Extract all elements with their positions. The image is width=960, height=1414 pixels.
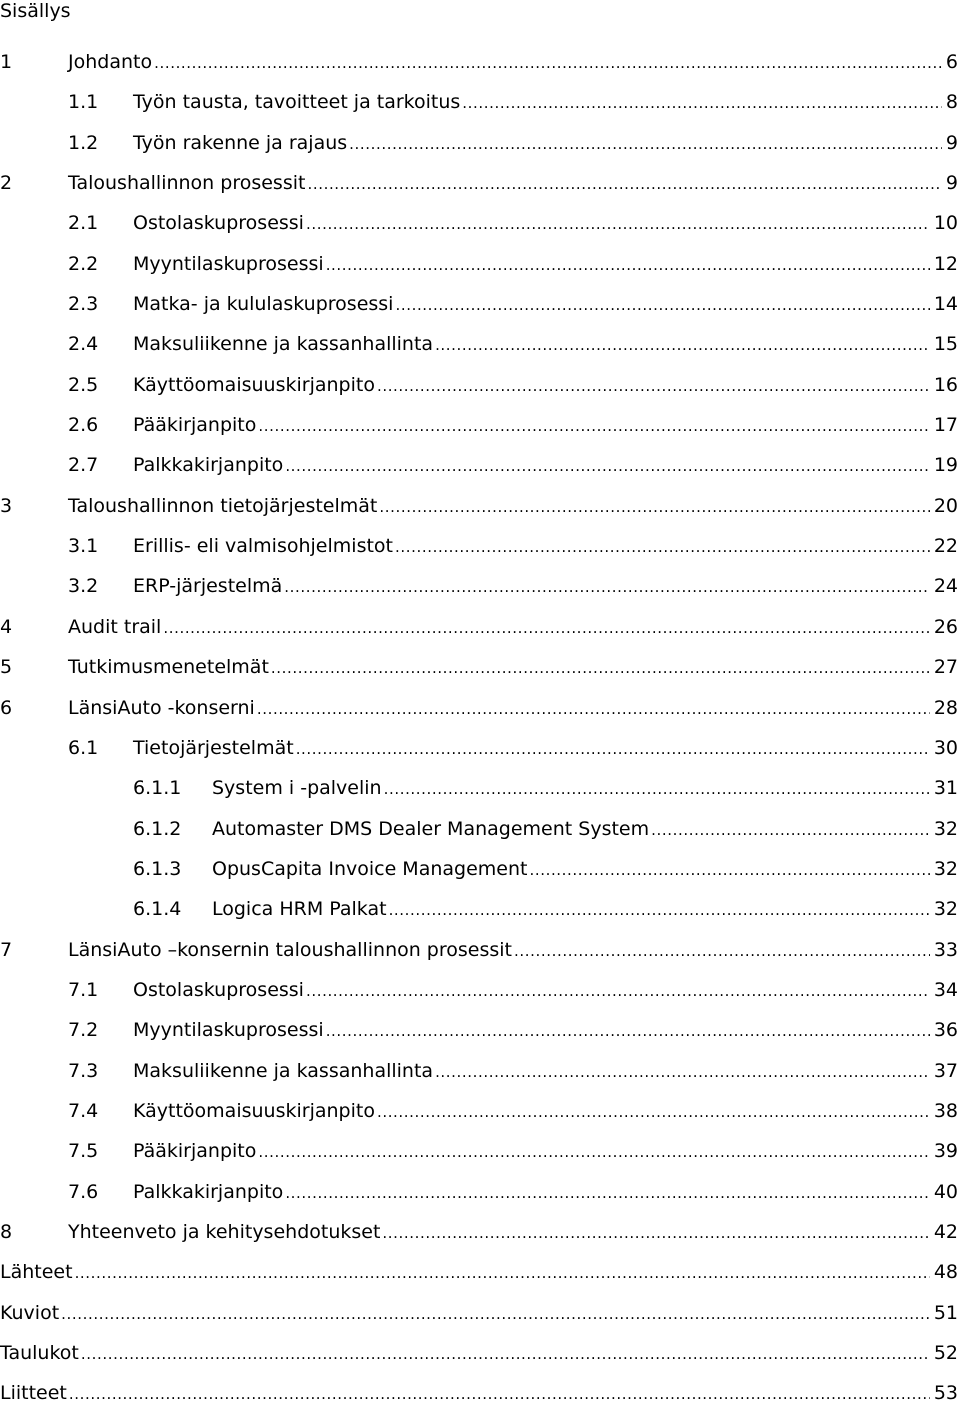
toc-entry[interactable] — [0, 82, 958, 122]
toc-entry[interactable] — [0, 566, 958, 606]
toc-entry[interactable] — [0, 405, 958, 445]
toc-entry-number: 1.1 — [68, 91, 99, 114]
toc-entry[interactable] — [0, 1252, 958, 1292]
toc-entry-title: Pääkirjanpito — [133, 414, 257, 437]
toc-entry-title: Myyntilaskuprosessi — [133, 252, 324, 275]
toc-entry-page-number: 9 — [945, 131, 958, 154]
dot-leader — [514, 931, 930, 970]
toc-entry[interactable] — [0, 244, 958, 284]
toc-entry-title: Pääkirjanpito — [133, 1140, 257, 1163]
toc-entry-title: Palkkakirjanpito — [133, 454, 284, 477]
toc-entry-number: 3.1 — [68, 535, 99, 558]
toc-entry[interactable] — [0, 688, 958, 728]
toc-entry-title: Kuviot — [0, 1301, 60, 1324]
toc-entry-page-number: 32 — [933, 817, 958, 840]
toc-entry-page-number: 17 — [933, 414, 958, 437]
toc-entry-number: 7.1 — [68, 978, 99, 1001]
toc-entry-number: 2.4 — [68, 333, 99, 356]
toc-entry[interactable] — [0, 930, 958, 970]
toc-entry-page-number: 40 — [933, 1180, 958, 1203]
dot-leader — [326, 1011, 930, 1050]
toc-entry[interactable] — [0, 809, 958, 849]
dot-leader — [382, 1213, 929, 1252]
toc-entry-number: 1.2 — [68, 131, 99, 154]
dot-leader — [395, 285, 929, 324]
dot-leader — [377, 366, 930, 405]
toc-entry-title: Käyttöomaisuuskirjanpito — [133, 373, 375, 396]
dot-leader — [389, 890, 930, 929]
toc-entry[interactable] — [0, 647, 958, 687]
toc-entry-title: Taloushallinnon tietojärjestelmät — [68, 494, 378, 517]
toc-entry-title: Liitteet — [0, 1382, 67, 1405]
dot-leader — [69, 1374, 930, 1413]
toc-entry-title: OpusCapita Invoice Management — [212, 857, 528, 880]
toc-entry-title: Taulukot — [0, 1342, 79, 1364]
toc-entry[interactable] — [0, 1131, 958, 1171]
dot-leader — [284, 567, 930, 606]
toc-entry-number: 7 — [0, 938, 13, 961]
toc-entry[interactable] — [0, 1293, 958, 1333]
dot-leader — [377, 1092, 930, 1131]
toc-entry-page-number: 30 — [933, 736, 958, 759]
toc-entry-title: Ostolaskuprosessi — [133, 978, 304, 1001]
toc-entry-title: Tietojärjestelmät — [133, 736, 294, 759]
dot-leader — [306, 204, 930, 243]
toc-entry[interactable] — [0, 324, 958, 364]
toc-entry-number: 2.7 — [68, 454, 99, 477]
toc-entry-title: Palkkakirjanpito — [133, 1180, 284, 1203]
toc-entry-page-number: 52 — [933, 1342, 958, 1364]
toc-entry-title: Tutkimusmenetelmät — [68, 656, 269, 679]
toc-entry-number: 6 — [0, 696, 13, 719]
toc-entry[interactable] — [0, 284, 958, 324]
toc-entry-page-number: 32 — [933, 857, 958, 880]
toc-entry[interactable] — [0, 526, 958, 566]
toc-entry[interactable] — [0, 849, 958, 889]
toc-entry[interactable] — [0, 42, 958, 82]
toc-entry-number: 3 — [0, 494, 13, 517]
toc-entry[interactable] — [0, 445, 958, 485]
toc-entry-number: 6.1.2 — [133, 817, 182, 840]
toc-entry-number: 2.3 — [68, 293, 99, 316]
toc-entry-page-number: 28 — [933, 696, 958, 719]
toc-entry-page-number: 15 — [933, 333, 958, 356]
toc-entry-page-number: 9 — [945, 172, 958, 195]
toc-entry-page-number: 51 — [933, 1301, 958, 1324]
toc-entry-page-number: 14 — [933, 293, 958, 316]
toc-entry-page-number: 42 — [933, 1220, 958, 1243]
toc-entry-title: Käyttöomaisuuskirjanpito — [133, 1099, 375, 1122]
toc-entry[interactable] — [0, 607, 958, 647]
dot-leader — [296, 729, 930, 768]
toc-entry-number: 6.1.4 — [133, 898, 182, 921]
toc-entry-number: 2.5 — [68, 373, 99, 396]
toc-entry-number: 3.2 — [68, 575, 99, 598]
dot-leader — [285, 446, 930, 485]
toc-entry-title: Työn rakenne ja rajaus — [133, 131, 348, 154]
toc-entry[interactable] — [0, 1333, 958, 1373]
dot-leader — [61, 1294, 930, 1333]
dot-leader — [651, 810, 930, 849]
toc-entry-number: 2.2 — [68, 252, 99, 275]
toc-entry-title: Työn tausta, tavoitteet ja tarkoitus — [133, 91, 461, 114]
toc-entry-page-number: 32 — [933, 898, 958, 921]
dot-leader — [395, 527, 930, 566]
toc-entry-title: Myyntilaskuprosessi — [133, 1019, 324, 1042]
toc-entry-number: 7.5 — [68, 1140, 99, 1163]
toc-entry-number: 4 — [0, 615, 13, 638]
toc-entry[interactable] — [0, 889, 958, 929]
toc-entry-title: Logica HRM Palkat — [212, 898, 387, 921]
toc-entry-page-number: 53 — [933, 1382, 958, 1405]
toc-entry[interactable] — [0, 123, 958, 163]
toc-entry-page-number: 10 — [933, 212, 958, 235]
toc-entry-title: Maksuliikenne ja kassanhallinta — [133, 333, 434, 356]
dot-leader — [435, 1052, 930, 1091]
toc-entry-title: ERP-järjestelmä — [133, 575, 283, 598]
toc-entry-title: LänsiAuto –konsernin taloushallinnon prosessit — [68, 938, 513, 961]
toc-entry-page-number: 33 — [933, 938, 958, 961]
toc-entry[interactable] — [0, 970, 958, 1010]
page-title: Sisällys — [0, 0, 71, 22]
toc-entry[interactable] — [0, 1212, 958, 1252]
toc-entry-page-number: 27 — [933, 656, 958, 679]
toc-entry[interactable] — [0, 1172, 958, 1212]
toc-entry[interactable] — [0, 1373, 958, 1413]
toc-entry-page-number: 34 — [933, 978, 958, 1001]
toc-entry-page-number: 12 — [933, 252, 958, 275]
toc-entry-page-number: 8 — [945, 91, 958, 114]
toc-entry-number: 2 — [0, 172, 13, 195]
toc-entry-page-number: 31 — [933, 777, 958, 800]
toc-entry-number: 7.2 — [68, 1019, 99, 1042]
toc-entry-page-number: 38 — [933, 1099, 958, 1122]
toc-entry-title: Lähteet — [0, 1261, 73, 1284]
toc-entry-page-number: 20 — [933, 494, 958, 517]
dot-leader — [379, 487, 929, 526]
toc-entry-number: 5 — [0, 656, 13, 679]
dot-leader — [349, 124, 942, 163]
toc-entry-number: 6.1.3 — [133, 857, 182, 880]
toc-entry-number: 6.1.1 — [133, 777, 182, 800]
toc-entry[interactable] — [0, 365, 958, 405]
toc-entry-page-number: 37 — [933, 1059, 958, 1082]
dot-leader — [462, 83, 942, 122]
toc-entry-title: Maksuliikenne ja kassanhallinta — [133, 1059, 434, 1082]
toc-entry-title: LänsiAuto -konserni — [68, 696, 255, 719]
toc-entry-page-number: 48 — [933, 1261, 958, 1284]
dot-leader — [257, 689, 930, 728]
toc-entry-title: Erillis- eli valmisohjelmistot — [133, 535, 393, 558]
toc-entry-number: 2.6 — [68, 414, 99, 437]
dot-leader — [258, 1132, 929, 1171]
dot-leader — [435, 325, 930, 364]
dot-leader — [529, 850, 929, 889]
dot-leader — [163, 608, 929, 647]
toc-entry-title: Yhteenveto ja kehitysehdotukset — [68, 1220, 381, 1243]
toc-entry-page-number: 6 — [945, 51, 958, 73]
toc-entry[interactable] — [0, 163, 958, 203]
toc-entry-number: 2.1 — [68, 212, 99, 235]
toc-entry-page-number: 24 — [933, 575, 958, 598]
toc-entry-title: System i -palvelin — [212, 777, 382, 800]
dot-leader — [326, 245, 930, 284]
toc-entry-title: Matka- ja kululaskuprosessi — [133, 293, 394, 316]
toc-entry-title: Audit trail — [68, 615, 162, 638]
dot-leader — [258, 406, 929, 445]
dot-leader — [306, 971, 930, 1010]
toc-entry[interactable] — [0, 1091, 958, 1131]
toc-entry[interactable] — [0, 203, 958, 243]
toc-entry-page-number: 26 — [933, 615, 958, 638]
dot-leader — [154, 43, 942, 82]
toc-entry-number: 8 — [0, 1220, 13, 1243]
toc-entry[interactable] — [0, 768, 958, 808]
toc-entry-title: Johdanto — [68, 51, 153, 73]
toc-entry-number: 7.4 — [68, 1099, 99, 1122]
toc-entry-page-number: 39 — [933, 1140, 958, 1163]
toc-entry[interactable] — [0, 1010, 958, 1050]
toc-entry-page-number: 22 — [933, 535, 958, 558]
toc-entry-number: 1 — [0, 51, 13, 73]
toc-entry-number: 7.3 — [68, 1059, 99, 1082]
dot-leader — [271, 648, 930, 687]
toc-entry[interactable] — [0, 486, 958, 526]
toc-entry-title: Ostolaskuprosessi — [133, 212, 304, 235]
toc-entry[interactable] — [0, 1051, 958, 1091]
toc-entry-title: Automaster DMS Dealer Management System — [212, 817, 650, 840]
dot-leader — [307, 164, 941, 203]
dot-leader — [81, 1334, 930, 1373]
toc-entry-page-number: 19 — [933, 454, 958, 477]
dot-leader — [75, 1253, 930, 1292]
toc-entry-number: 6.1 — [68, 736, 99, 759]
toc-entry[interactable] — [0, 728, 958, 768]
toc-entry-title: Taloushallinnon prosessit — [68, 172, 306, 195]
dot-leader — [285, 1173, 930, 1212]
toc-entry-page-number: 36 — [933, 1019, 958, 1042]
dot-leader — [384, 769, 930, 808]
toc-entry-number: 7.6 — [68, 1180, 99, 1203]
toc-entry-page-number: 16 — [933, 373, 958, 396]
table-of-contents — [0, 42, 958, 1414]
